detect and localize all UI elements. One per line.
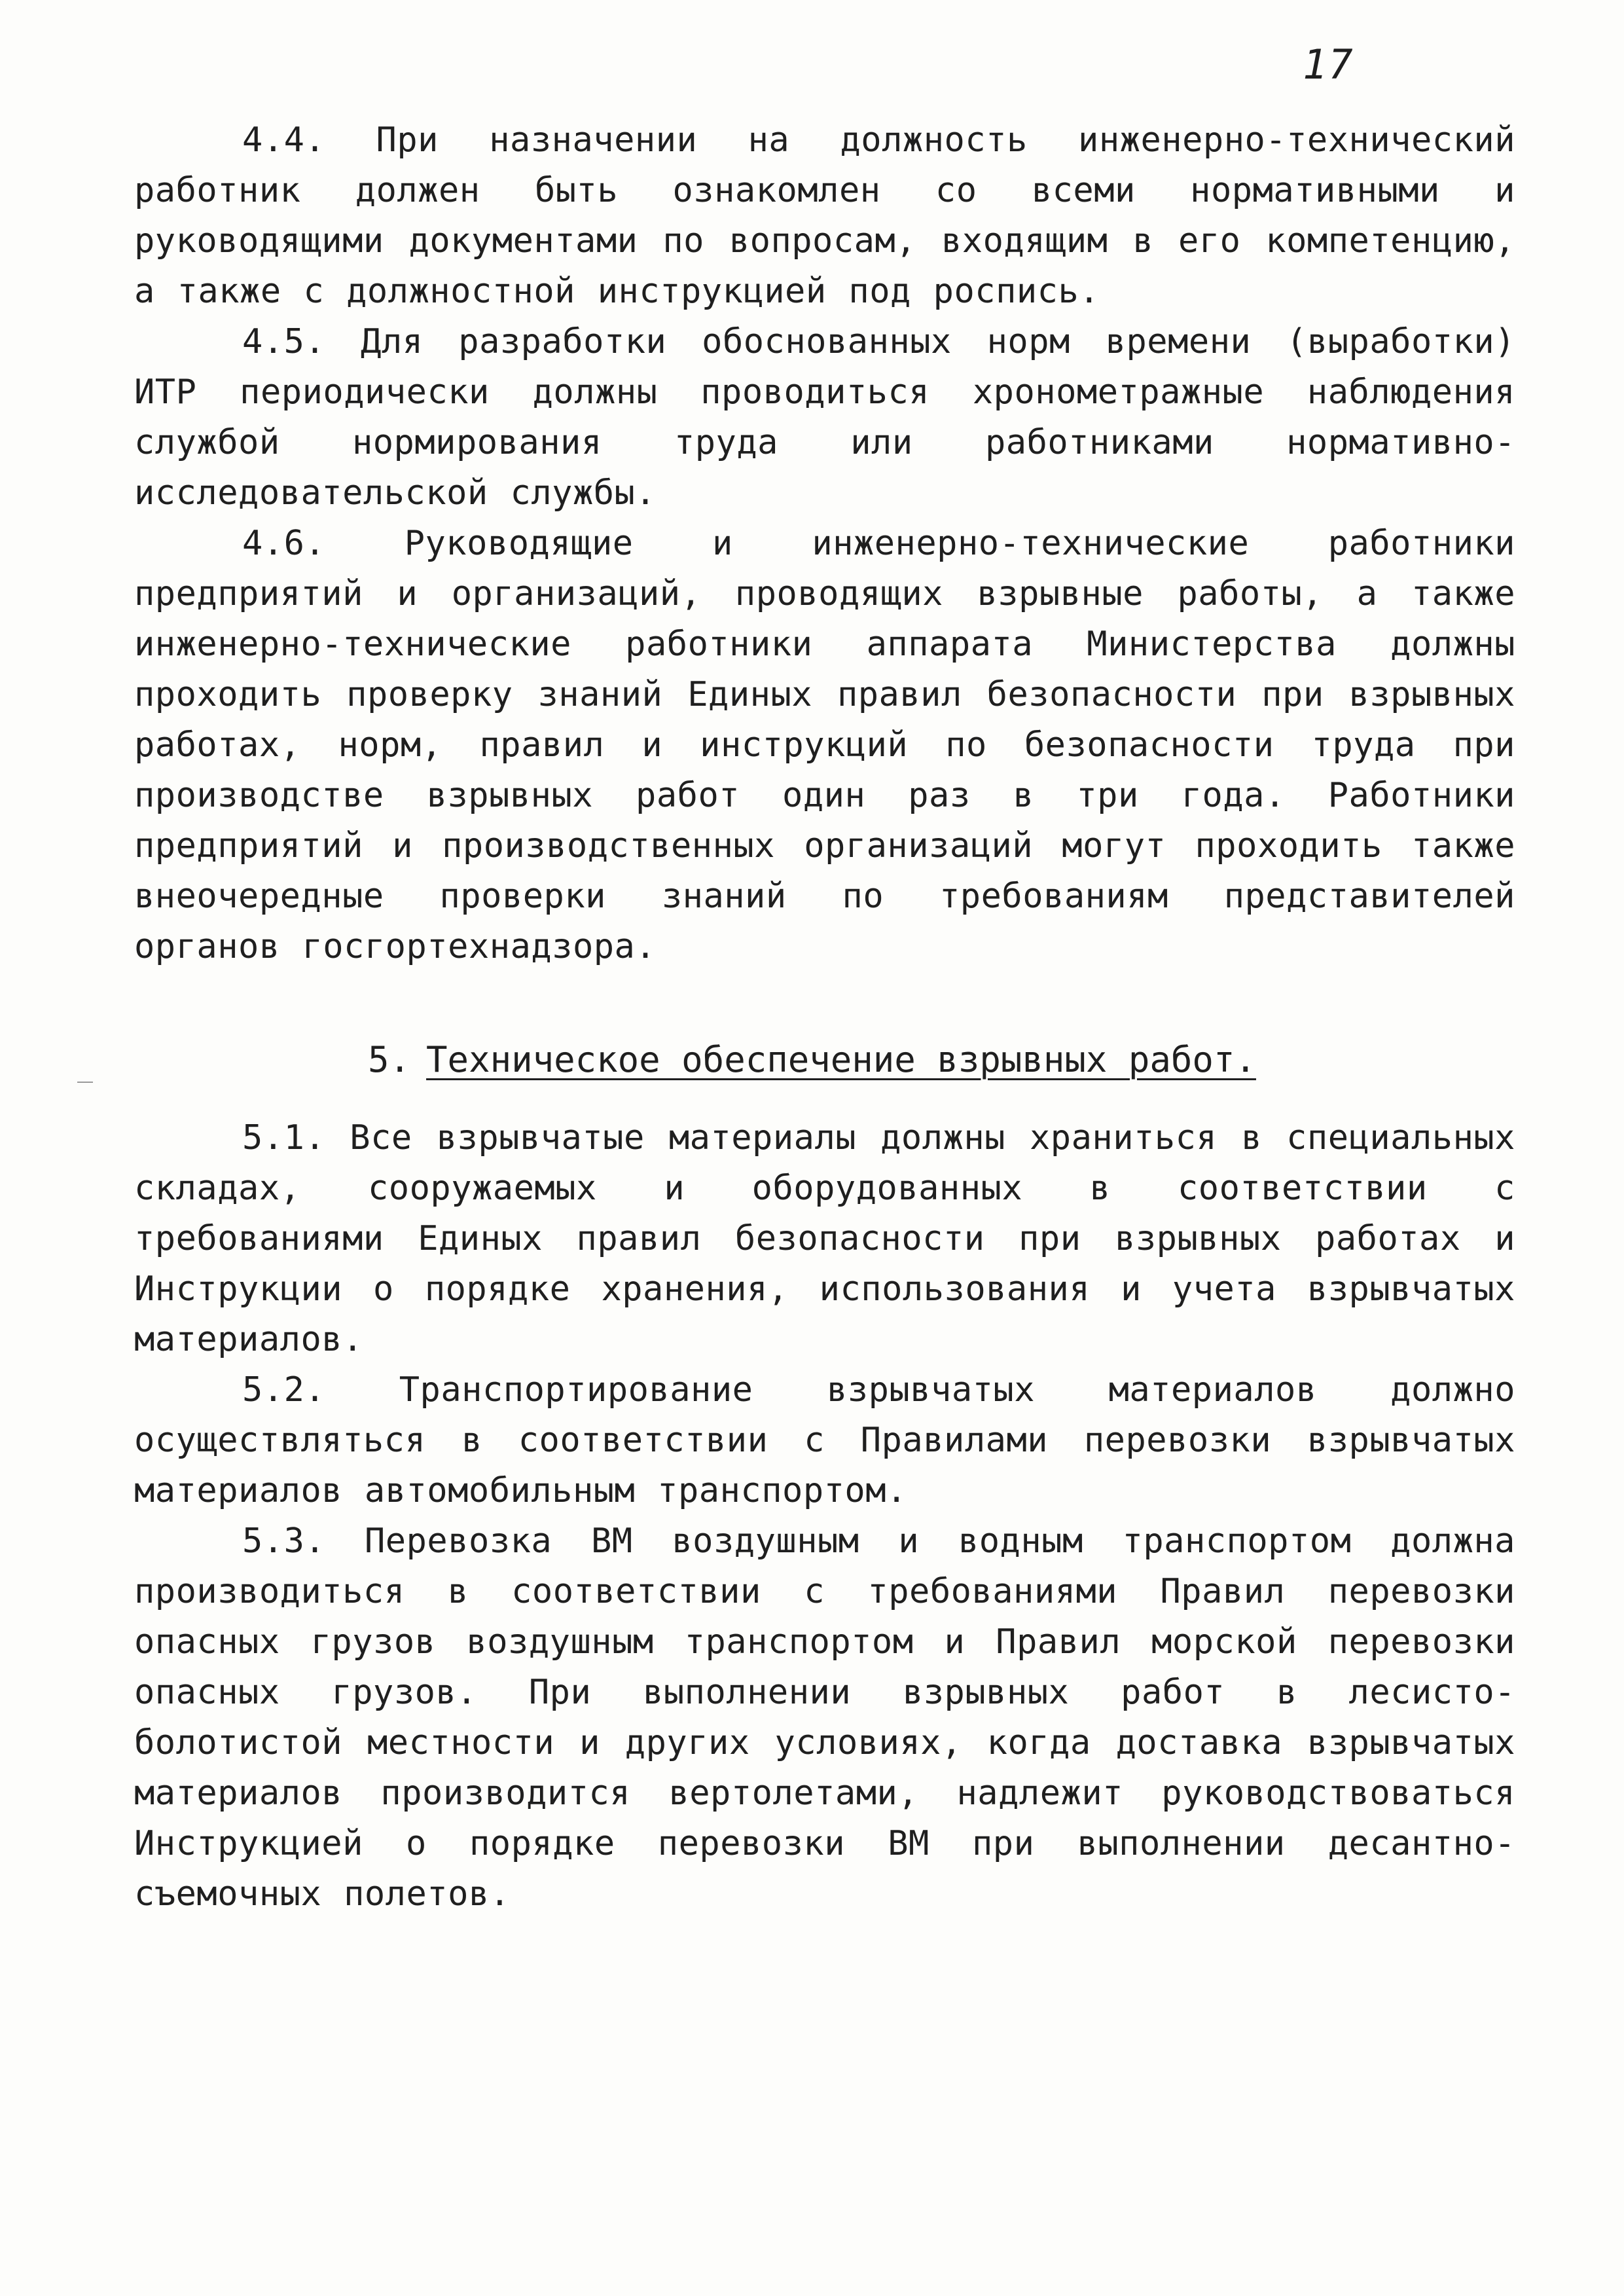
section-5-heading (0, 1034, 1624, 1085)
page-number: 17 (1303, 41, 1354, 88)
section-4-body (134, 115, 1515, 972)
section-5-body (134, 1113, 1515, 1920)
section-5-number: 5. (368, 1039, 411, 1080)
paragraph-5-2: 5.2. Транспортирование взрывчатых материалов должно осуществляться в соответствии с Правилами перевозки взрывчатых материалов автомобильным транспортом. (134, 1370, 1515, 1510)
paragraph-4-4: 4.4. При назначении на должность инженерно-технический работник должен быть ознакомлен со всеми нормативными и руководящими документами по вопросам, входящим в его компетенцию, а также с должностной инструкцией под роспись. (134, 120, 1515, 311)
paragraph-5-3: 5.3. Перевозка ВМ воздушным и водным транспортом должна производиться в соответствии с требованиями Правил перевозки опасных грузов воздушным транспортом и Правил морской перевозки опасных грузов. При выполнении взрывных работ в лесисто-болотистой местности и других условиях, когда доставка взрывчатых материалов производится вертолетами, надлежит руководствоваться Инструкцией о порядке перевозки ВМ при выполнении десантно-съемочных полетов. (134, 1522, 1515, 1914)
paragraph-5-1: 5.1. Все взрывчатые материалы должны храниться в специальных складах, сооружаемых и оборудованных в соответствии с требованиями Единых правил безопасности при взрывных работах и Инструкции о порядке хранения, использования и учета взрывчатых материалов. (134, 1118, 1515, 1359)
paragraph-4-6: 4.6. Руководящие и инженерно-технические работники предприятий и организаций, проводящих взрывные работы, а также инженерно-технические работники аппарата Министерства должны проходить проверку знаний Единых правил безопасности при взрывных работах, норм, правил и инструкций по безопасности труда при производстве взрывных работ один раз в три года. Работники предприятий и производственных организаций могут проходить также внеочередные проверки знаний по требованиям представителей органов госгортехнадзора. (134, 524, 1515, 966)
paragraph-4-5: 4.5. Для разработки обоснованных норм времени (выработки) ИТР периодически должны проводиться хронометражные наблюдения службой нормирования труда или работниками нормативно-исследовательской службы. (134, 322, 1515, 513)
section-5-title: Техническое обеспечение взрывных работ. (426, 1039, 1256, 1080)
